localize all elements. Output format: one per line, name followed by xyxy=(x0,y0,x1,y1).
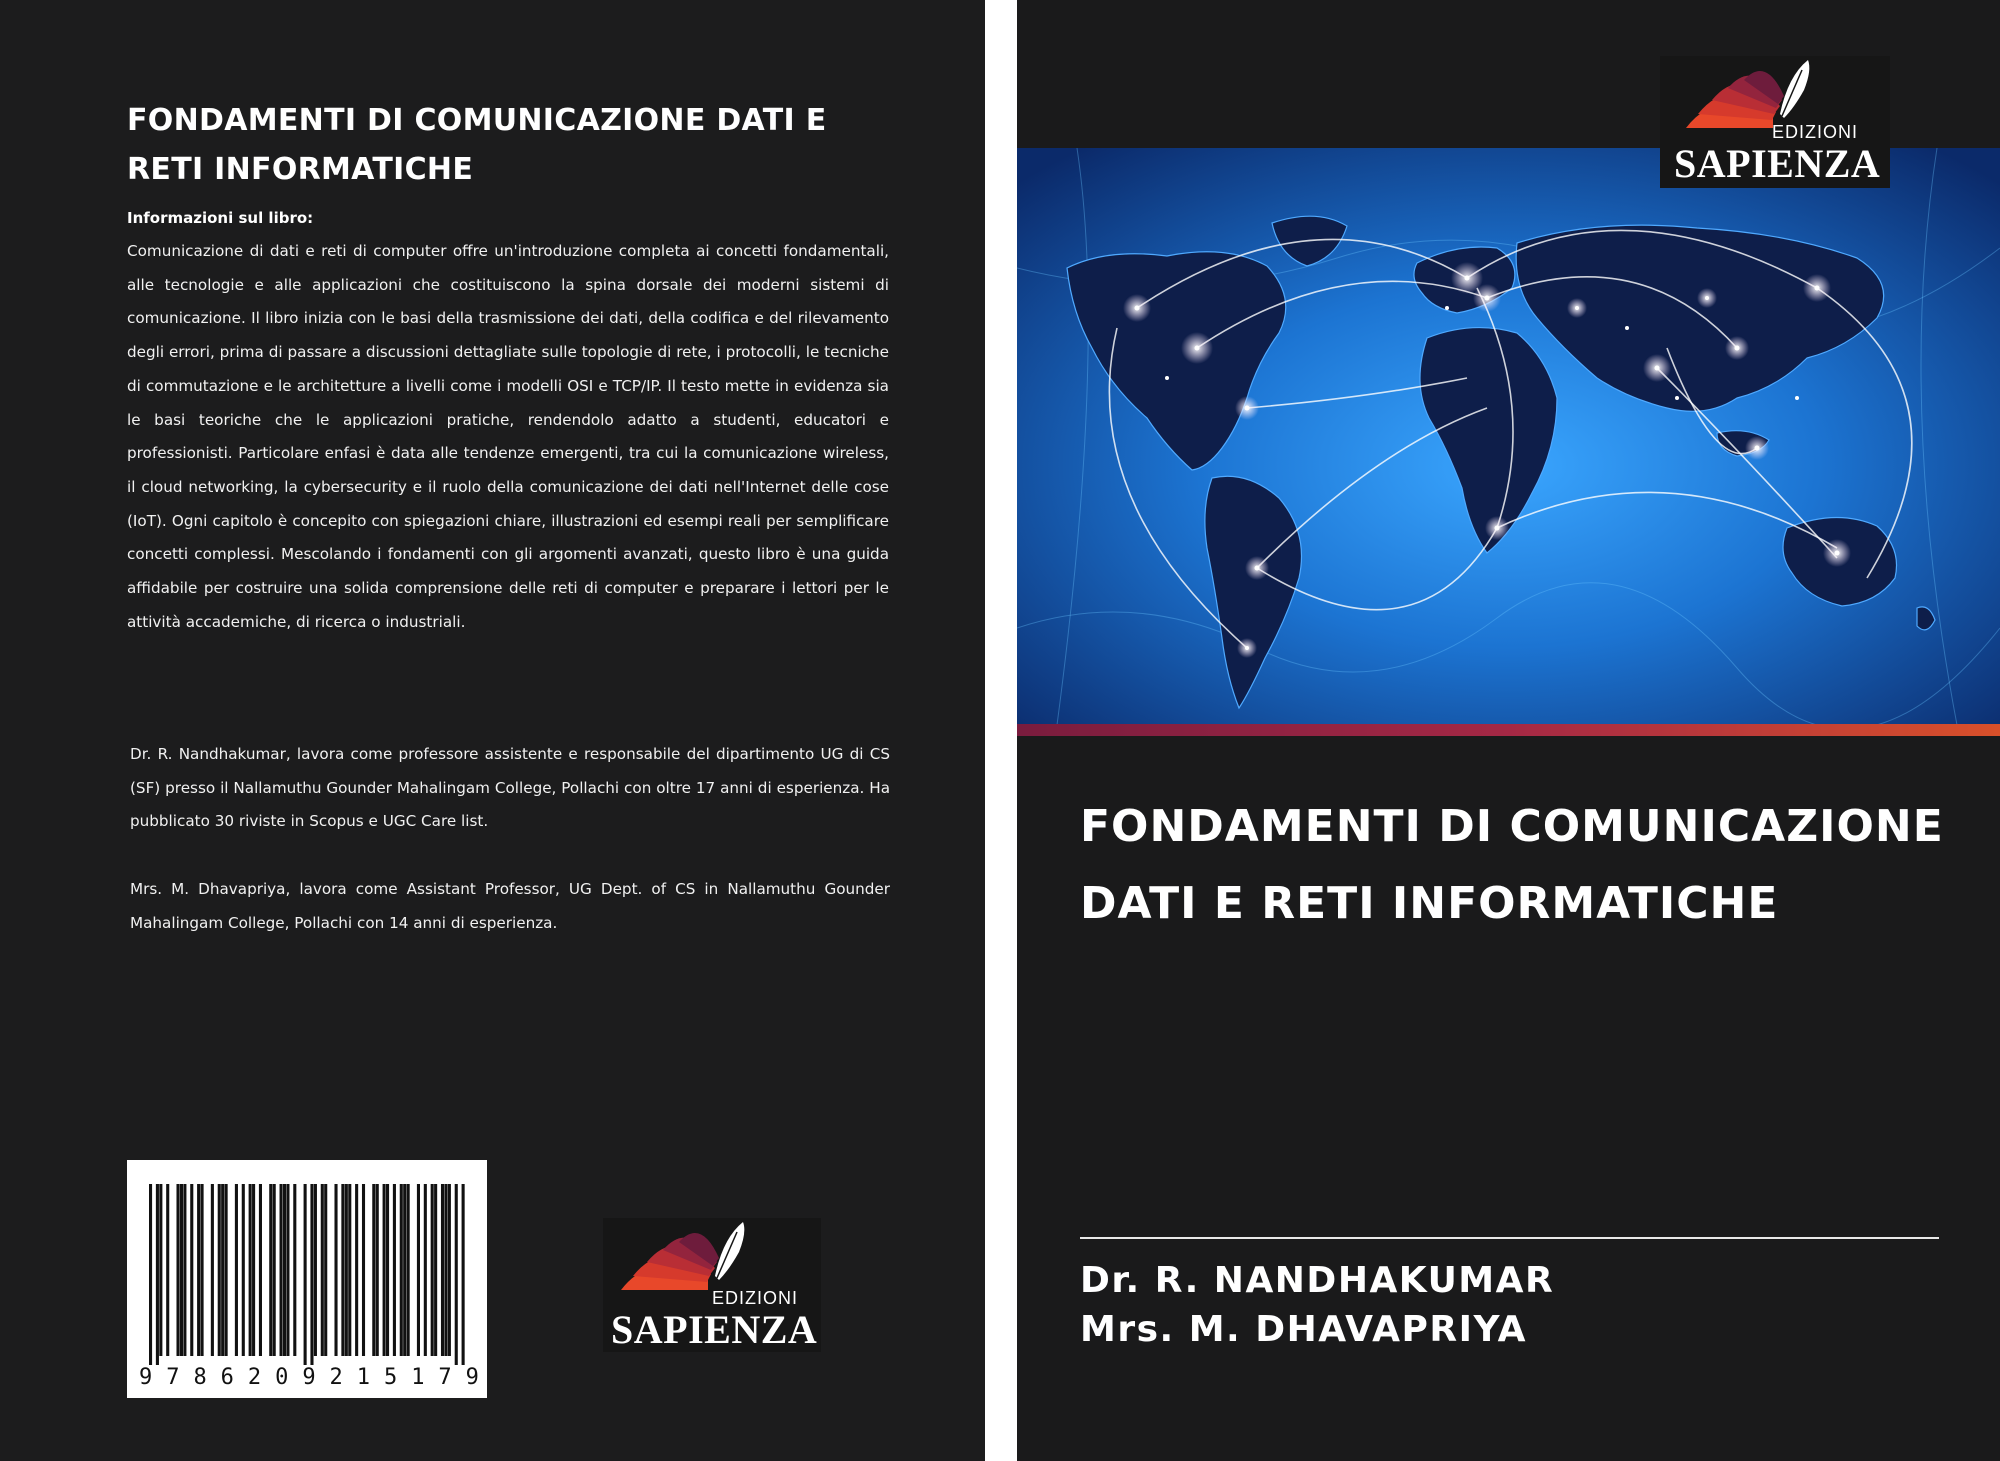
author-name-2: Mrs. M. DHAVAPRIYA xyxy=(1080,1309,1527,1350)
publisher-name: SAPIENZA xyxy=(611,1307,818,1352)
author-bio-dhavapriya: Mrs. M. Dhavapriya, lavora come Assistant Professor, UG Dept. of CS in Nallamuthu Gounder Mahalingam College, Pollachi con 14 anni di esperienza. xyxy=(130,880,890,932)
world-network-map-image xyxy=(1017,148,2000,725)
publisher-logo-back xyxy=(603,1218,821,1352)
isbn-digit: 9 xyxy=(139,1365,153,1390)
isbn-digit: 1 xyxy=(356,1365,370,1390)
isbn-number xyxy=(137,1365,481,1390)
front-cover xyxy=(1017,0,2000,1461)
isbn-barcode xyxy=(127,1160,487,1398)
back-cover-title: FONDAMENTI DI COMUNICAZIONE DATI E RETI INFORMATICHE xyxy=(127,103,827,187)
publisher-logo-front xyxy=(1660,56,1890,188)
book-description: Comunicazione di dati e reti di computer offre un'introduzione completa ai concetti fondamentali, alle tecnologie e alle applicazioni che costituiscono la spina dorsale dei moderni sistemi di comunicazione. Il libro inizia con le basi della trasmissione dei dati, della codifica e del rilevamento degli errori, prima di passare a discussioni dettagliate sulle topologie di rete, i protocolli, le tecniche di commutazione e le architetture a livelli come i modelli OSI e TCP/IP. Il testo mette in evidenza sia le basi teoriche che le applicazioni pratiche, rendendolo adatto a studenti, educatori e professionisti. Particolare enfasi è data alle tendenze emergenti, tra cui la comunicazione wireless, il cloud networking, la cybersecurity e il ruolo della comunicazione dei dati nell'Internet delle cose (IoT). Ogni capitolo è concepito con spiegazioni chiare, illustrazioni ed esempi reali per semplificare concetti complessi. Mescolando i fondamenti con gli argomenti avanzati, questo libro è una guida affidabile per costruire una solida comprensione delle reti di computer e preparare i lettori per le attività accademiche, di ricerca o industriali. xyxy=(127,242,889,631)
isbn-digit: 9 xyxy=(465,1365,479,1390)
accent-stripe xyxy=(1017,724,2000,736)
barcode-icon xyxy=(127,1160,487,1398)
isbn-digit: 9 xyxy=(302,1365,316,1390)
isbn-digit: 1 xyxy=(411,1365,425,1390)
author-divider xyxy=(1080,1237,1939,1239)
isbn-digit: 8 xyxy=(193,1365,207,1390)
publisher-edizioni-label: EDIZIONI xyxy=(1772,122,1859,142)
author-name-1: Dr. R. NANDHAKUMAR xyxy=(1080,1260,1555,1301)
isbn-digit: 2 xyxy=(329,1365,343,1390)
isbn-digit: 7 xyxy=(438,1365,452,1390)
publisher-edizioni-label: EDIZIONI xyxy=(712,1288,799,1308)
isbn-digit: 2 xyxy=(247,1365,262,1390)
publisher-name: SAPIENZA xyxy=(1674,141,1881,186)
isbn-digit: 7 xyxy=(166,1365,180,1390)
author-bio-nandhakumar: Dr. R. Nandhakumar, lavora come professore assistente e responsabile del dipartimento UG di CS (SF) presso il Nallamuthu Gounder Mahalingam College, Pollachi con oltre 17 anni di esperienza. Ha pubblicato 30 riviste in Scopus e UGC Care list. xyxy=(130,745,890,831)
isbn-digit: 0 xyxy=(275,1365,289,1390)
isbn-digit: 6 xyxy=(220,1365,234,1390)
book-info-heading: Informazioni sul libro: xyxy=(127,209,314,227)
world-map-icon xyxy=(1017,148,2000,725)
isbn-digit: 5 xyxy=(383,1365,398,1390)
front-cover-title: FONDAMENTI DI COMUNICAZIONE DATI E RETI INFORMATICHE xyxy=(1080,801,1944,929)
back-cover xyxy=(0,0,985,1461)
